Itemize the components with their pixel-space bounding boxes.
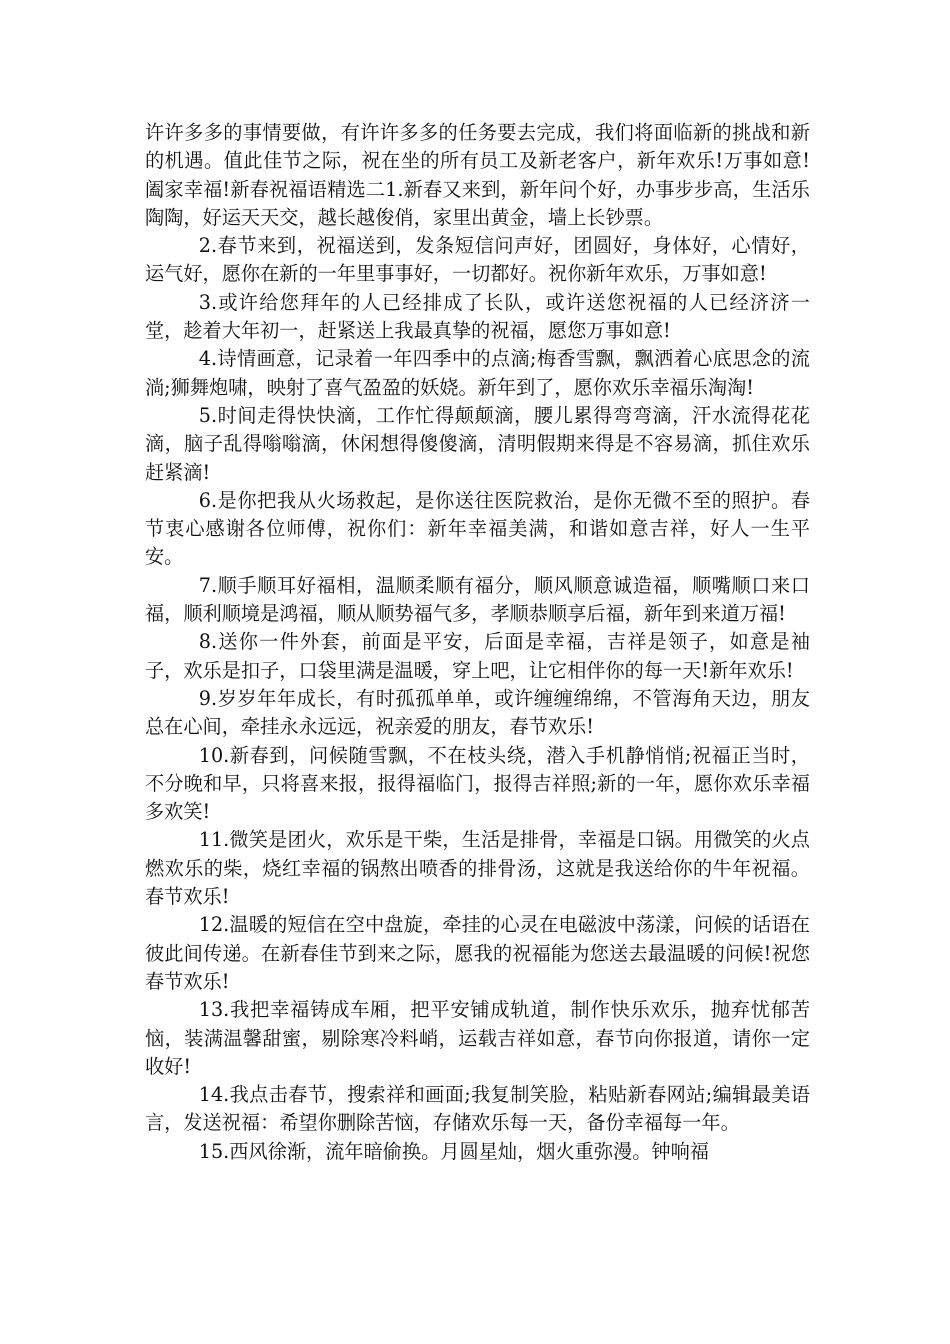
paragraph-item-5: 5.时间走得快快滴，工作忙得颠颠滴，腰儿累得弯弯滴，汗水流得花花滴，脑子乱得嗡嗡滴，休闲想得傻傻滴，清明假期来得是不容易滴，抓住欢乐赶紧滴! (145, 403, 810, 484)
paragraph-item-8: 8.送你一件外套，前面是平安，后面是幸福，吉祥是领子，如意是袖子，欢乐是扣子，口袋里满是温暖，穿上吧，让它相伴你的每一天!新年欢乐! (145, 630, 810, 682)
paragraph-item-14: 14.我点击春节，搜索祥和画面;我复制笑脸，粘贴新春网站;编辑最美语言，发送祝福：希望你删除苦恼，存储欢乐每一天，备份幸福每一年。 (145, 1083, 810, 1135)
paragraph-item-13: 13.我把幸福铸成车厢，把平安铺成轨道，制作快乐欢乐，抛弃忧郁苦恼，装满温馨甜蜜，剔除寒冷料峭，运载吉祥如意，春节向你报道，请你一定收好! (145, 998, 810, 1078)
paragraph-item-10: 10.新春到，问候随雪飘，不在枝头绕，潜入手机静悄悄;祝福正当时，不分晚和早，只将喜来报，报得福临门，报得吉祥照;新的一年，愿你欢乐幸福多欢笑! (145, 743, 810, 824)
paragraph-item-15: 15.西风徐渐，流年暗偷换。月圆星灿，烟火重弥漫。钟响福 (198, 1139, 709, 1163)
paragraph-item-7: 7.顺手顺耳好福相，温顺柔顺有福分，顺风顺意诚造福，顺嘴顺口来口福，顺利顺境是鸿福，顺从顺势福气多，孝顺恭顺享后福，新年到来道万福! (145, 573, 810, 626)
document-body (145, 119, 810, 1166)
paragraph-item-12: 12.温暖的短信在空中盘旋，牵挂的心灵在电磁波中荡漾，问候的话语在彼此间传递。在新春佳节到来之际，愿我的祝福能为您送去最温暖的问候!祝您春节欢乐! (145, 913, 810, 993)
paragraph-item-2: 2.春节来到，祝福送到，发条短信问声好，团圆好，身体好，心情好，运气好，愿你在新的一年里事事好，一切都好。祝你新年欢乐，万事如意! (145, 234, 810, 286)
paragraph-item-4: 4.诗情画意，记录着一年四季中的点滴;梅香雪飘，飘洒着心底思念的流淌;狮舞炮啸，映射了喜气盈盈的妖娆。新年到了，愿你欢乐幸福乐淘淘! (145, 347, 810, 399)
paragraph-item-11: 11.微笑是团火，欢乐是干柴，生活是排骨，幸福是口锅。用微笑的火点燃欢乐的柴，烧红幸福的锅熬出喷香的排骨汤，这就是我送给你的牛年祝福。春节欢乐! (145, 828, 810, 909)
paragraph-item-9: 9.岁岁年年成长，有时孤孤单单，或许缠缠绵绵，不管海角天边，朋友总在心间，牵挂永永远远，祝亲爱的朋友，春节欢乐! (145, 686, 810, 739)
paragraph-item-6: 6.是你把我从火场救起，是你送往医院救治，是你无微不至的照护。春节衷心感谢各位师傅，祝你们：新年幸福美满，和谐如意吉祥，好人一生平安。 (145, 488, 810, 569)
paragraph-item-3: 3.或许给您拜年的人已经排成了长队，或许送您祝福的人已经济济一堂，趁着大年初一，赶紧送上我最真挚的祝福，愿您万事如意! (145, 290, 810, 343)
paragraph-intro: 许许多多的事情要做，有许许多多的任务要去完成，我们将面临新的挑战和新的机遇。值此佳节之际，祝在坐的所有员工及新老客户，新年欢乐!万事如意!阖家幸福!新春祝福语精选二1.新春又来到，新年问个好，办事步步高，生活乐陶陶，好运天天交，越长越俊俏，家里出黄金，墙上长钞票。 (145, 121, 810, 229)
